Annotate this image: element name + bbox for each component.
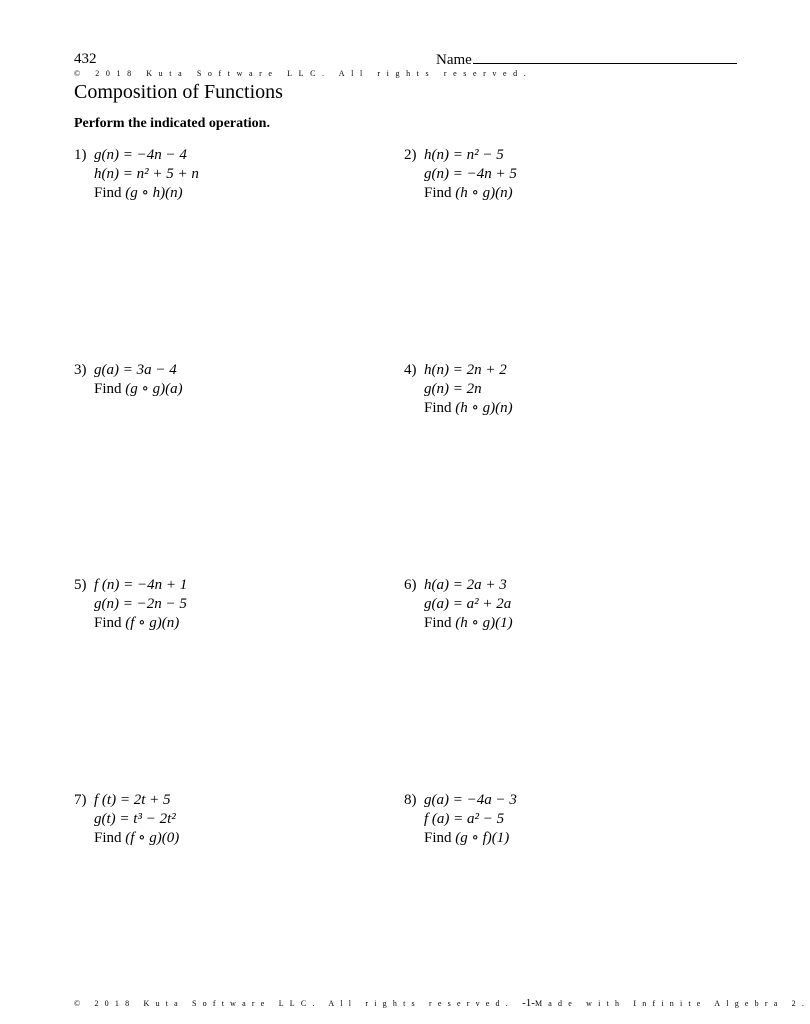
problem-number: 7) (74, 792, 87, 808)
find-label: Find (94, 830, 122, 846)
page-number: -1- (522, 997, 535, 1009)
problem-number: 4) (404, 362, 417, 378)
function-line: g(a) = 3a − 4 (94, 362, 177, 378)
find-label: Find (94, 615, 122, 631)
problem-number: 1) (74, 147, 87, 163)
find-label: Find (94, 381, 122, 397)
function-line: h(n) = 2n + 2 (424, 362, 507, 378)
find-expression: (h ∘ g)(n) (455, 400, 513, 416)
find-expression: (h ∘ g)(n) (455, 185, 513, 201)
name-label: Name (436, 52, 472, 68)
copyright-top: © 2018 Kuta Software LLC. All rights reserved. (74, 69, 533, 78)
problem-number: 2) (404, 147, 417, 163)
problem-5 (74, 576, 187, 633)
function-line: g(n) = −4n + 5 (424, 166, 517, 182)
problem-number: 5) (74, 577, 87, 593)
problem-3 (74, 361, 183, 399)
problem-number: 8) (404, 792, 417, 808)
footer (74, 997, 810, 1009)
function-line: g(t) = t³ − 2t² (94, 811, 176, 827)
find-label: Find (94, 185, 122, 201)
name-field (436, 51, 737, 69)
function-line: f (a) = a² − 5 (424, 811, 505, 827)
instructions: Perform the indicated operation. (74, 116, 270, 131)
worksheet-number: 432 (74, 51, 97, 67)
problem-number: 3) (74, 362, 87, 378)
problem-1 (74, 146, 199, 203)
find-expression: (g ∘ h)(n) (125, 185, 183, 201)
problem-6 (404, 576, 513, 633)
find-label: Find (424, 830, 452, 846)
function-line: h(n) = n² + 5 + n (94, 166, 199, 182)
function-line: g(n) = −2n − 5 (94, 596, 187, 612)
find-expression: (g ∘ g)(a) (125, 381, 183, 397)
problem-4 (404, 361, 513, 418)
function-line: g(n) = 2n (424, 381, 482, 397)
footer-copyright: © 2018 Kuta Software LLC. All rights reserved. (74, 999, 514, 1008)
problem-7 (74, 791, 179, 848)
function-line: f (n) = −4n + 1 (94, 577, 188, 593)
find-expression: (f ∘ g)(n) (125, 615, 180, 631)
function-line: g(a) = −4a − 3 (424, 792, 517, 808)
find-expression: (g ∘ f)(1) (455, 830, 510, 846)
find-label: Find (424, 400, 452, 416)
find-expression: (h ∘ g)(1) (455, 615, 513, 631)
problem-8 (404, 791, 517, 848)
page-title: Composition of Functions (74, 81, 283, 103)
function-line: h(a) = 2a + 3 (424, 577, 507, 593)
problem-number: 6) (404, 577, 417, 593)
name-line (473, 51, 737, 64)
function-line: h(n) = n² − 5 (424, 147, 504, 163)
find-label: Find (424, 185, 452, 201)
problem-2 (404, 146, 517, 203)
footer-made-with: Made with Infinite Algebra 2. (534, 999, 810, 1008)
function-line: g(n) = −4n − 4 (94, 147, 187, 163)
function-line: f (t) = 2t + 5 (94, 792, 171, 808)
function-line: g(a) = a² + 2a (424, 596, 512, 612)
find-expression: (f ∘ g)(0) (125, 830, 180, 846)
find-label: Find (424, 615, 452, 631)
